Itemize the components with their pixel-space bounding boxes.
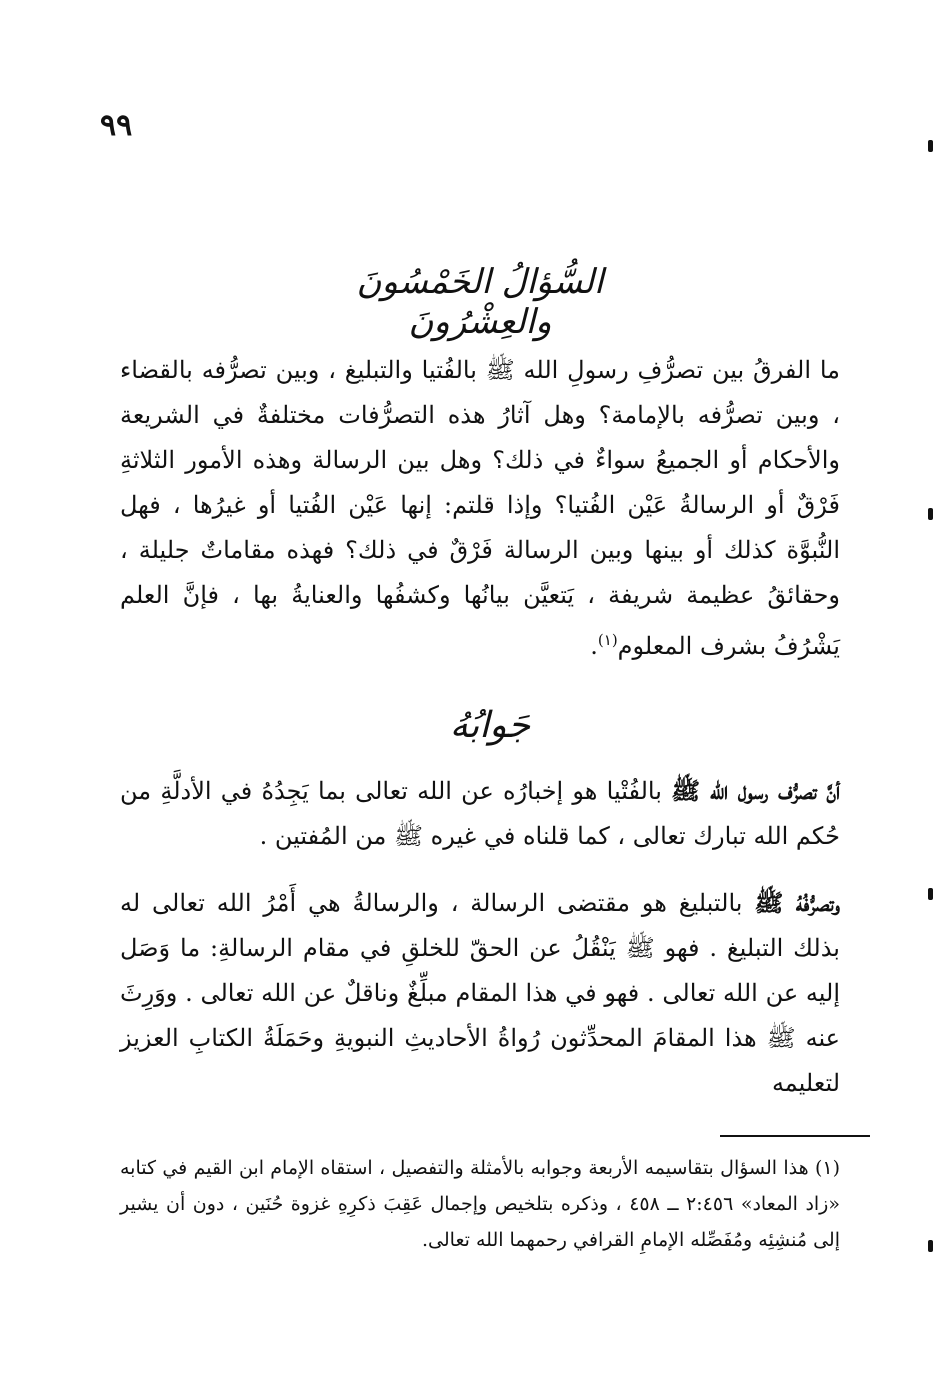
answer-paragraph-1 — [120, 768, 840, 859]
answer-1-lead: أنَّ تصرُّف رسول الله ﷺ — [671, 776, 841, 805]
question-text: ما الفرقُ بين تصرُّفِ رسولِ الله ﷺ بالفُتيا والتبليغ ، وبين تصرُّفه بالقضاء ، وبين تصرُّفه بالإمامة؟ وهل آثارُ هذه التصرُّفات مختلفةٌ في الشريعة والأحكام أو الجميعُ سواءٌ في ذلك؟ وهل بين الرسالة وهذه الأمور الثلاثةِ فَرْقٌ أو الرسالةُ عَيْن الفُتيا؟ وإذا قلتم: إنها عَيْن الفُتيا أو غيرُها ، فهل النُّبوَّة كذلك أو بينها وبين الرسالة فَرْقٌ في ذلك؟ فهذه مقاماتٌ جليلة ، وحقائقُ عظيمة شريفة ، يَتعيَّن بيانُها وكشفُها والعنايةُ بها ، فإنَّ العلم يَشْرُفُ بشرف المعلوم — [120, 356, 840, 660]
margin-mark — [928, 888, 933, 900]
margin-mark — [928, 508, 933, 520]
question-paragraph — [120, 348, 840, 669]
answer-2-lead: وتصرُّفُهُ ﷺ — [754, 888, 840, 917]
answer-2-body: بالتبليغ هو مقتضى الرسالة ، والرسالةُ هي أَمْرُ الله تعالى له بذلك التبليغ . فهو ﷺ يَنْقُلُ عن الحقّ للخلقِ في مقام الرسالةِ: ما وَصَل إليه عن الله تعالى . فهو في هذا المقام مبلِّغٌ وناقلٌ عن الله تعالى . ووَرِثَ عنه ﷺ هذا المقامَ المحدِّثون رُواةُ الأحاديثِ النبويةِ وحَمَلَةُ الكتابِ العزيز لتعليمه — [120, 889, 840, 1097]
margin-mark — [928, 1240, 933, 1252]
question-end: . — [590, 632, 598, 660]
footnote-separator — [720, 1135, 870, 1137]
answer-paragraph-2 — [120, 880, 840, 1106]
answer-title: جَوابُهُ — [449, 705, 531, 746]
footnote: (١) هذا السؤال بتقاسيمه الأربعة وجوابه بالأمثلة والتفصيل ، استقاه الإمام ابن القيم في كتابه «زاد المعاد» ٢:٤٥٦ ــ ٤٥٨ ، وذكره بتلخيص وإجمال عَقِبَ ذكرِهِ غزوة حُنَين ، دون أن يشير إلى مُنشِئِه ومُفَصِّله الإمامِ القرافي رحمهما الله تعالى. — [120, 1157, 840, 1251]
page-number: ٩٩ — [100, 108, 133, 143]
answer-1-body: بالفُتْيا هو إخبارُه عن الله تعالى بما يَجِدُهُ في الأدلَّةِ من حُكم الله تبارك تعالى ، كما قلناه في غيره ﷺ من المُفتين . — [120, 777, 840, 850]
margin-mark — [928, 140, 933, 152]
footnote-ref: (١) — [597, 631, 618, 649]
chapter-title: السُّؤالُ الخَمْسُونَ والعِشْرُونَ — [356, 262, 604, 342]
